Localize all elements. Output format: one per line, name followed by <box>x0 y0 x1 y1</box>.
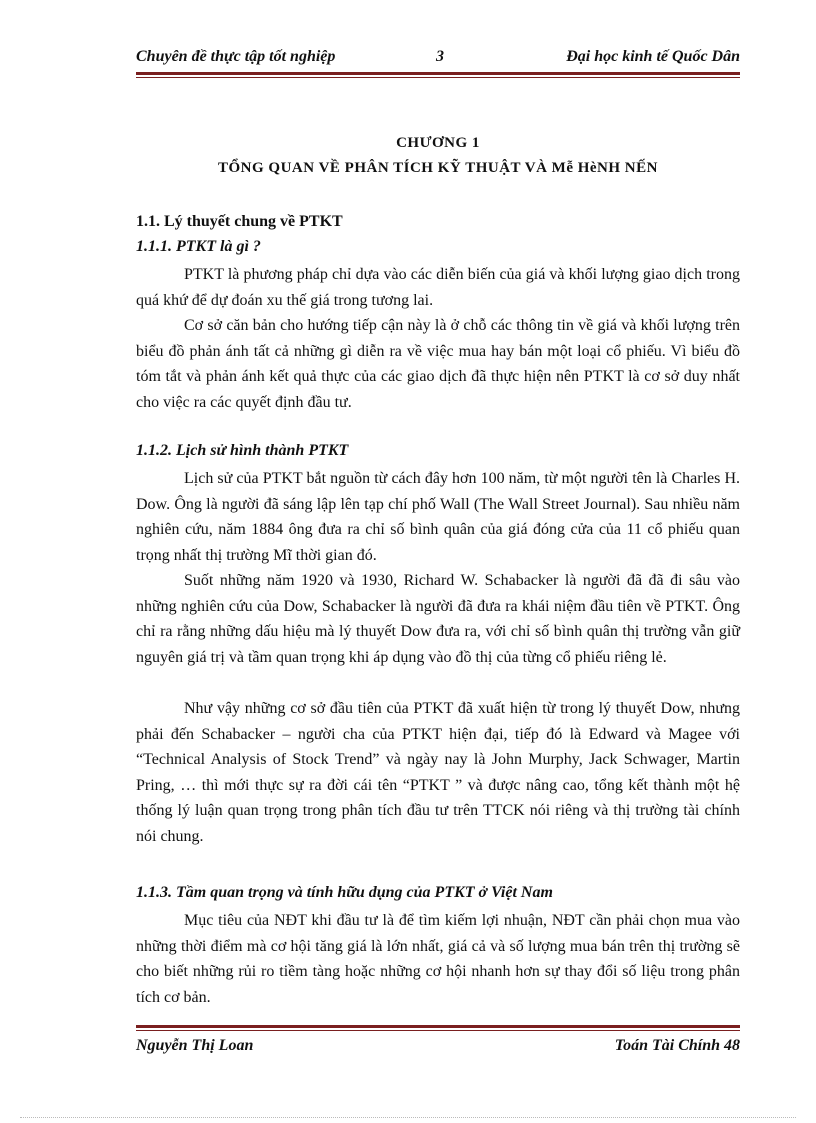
footer-rule-thick <box>136 1025 740 1028</box>
header-thesis-title: Chuyên đề thực tập tốt nghiệp <box>136 48 336 65</box>
footer-author: Nguyễn Thị Loan <box>136 1037 254 1054</box>
page-header <box>136 48 740 70</box>
chapter-number: CHƯƠNG 1 <box>396 135 480 151</box>
paragraph-history-dow: Lịch sử của PTKT bắt nguồn từ cách đây hơn 100 năm, từ một người tên là Charles H. Dow. Ông là người đã sáng lập lên tạp chí phố Wall (The Wall Street Journal). Sau nhiều năm nghiên cứu, năm 1884 ông đưa ra chỉ số bình quân của giá đóng cửa của 11 cổ phiếu quan trọng nhất thị trường Mĩ thời gian đó. <box>136 470 740 564</box>
paragraph-ptkt-definition: PTKT là phương pháp chỉ dựa vào các diễn biến của giá và khối lượng giao dịch trong quá khứ để dự đoán xu thế giá trong tương lai. <box>136 266 740 309</box>
header-page-number: 3 <box>436 48 444 65</box>
section-heading-1-1-2: 1.1.2. Lịch sử hình thành PTKT <box>136 442 349 459</box>
header-rule-thin <box>136 77 740 78</box>
footer-rule-thin <box>136 1030 740 1031</box>
chapter-title: TỔNG QUAN VỀ PHÂN TÍCH KỸ THUẬT VÀ Mễ HèNH NẾN <box>218 160 658 176</box>
header-rule-thick <box>136 72 740 75</box>
footer-class: Toán Tài Chính 48 <box>614 1037 740 1054</box>
section-heading-1-1-3: 1.1.3. Tầm quan trọng và tính hữu dụng của PTKT ở Việt Nam <box>136 884 553 901</box>
page-bottom-dotted-line <box>20 1117 796 1118</box>
paragraph-history-schabacker: Suốt những năm 1920 và 1930, Richard W. Schabacker là người đã đã đi sâu vào những nghiên cứu của Dow, Schabacker là người đã đưa ra khái niệm đầu tiên về PTKT. Ông chỉ ra rằng những dấu hiệu mà lý thuyết Dow đưa ra, với chỉ số bình quân thị trường vẫn giữ nguyên giá trị và tầm quan trọng khi áp dụng vào đồ thị của từng cổ phiếu riêng lẻ. <box>136 572 740 666</box>
paragraph-history-development: Như vậy những cơ sở đầu tiên của PTKT đã xuất hiện từ trong lý thuyết Dow, nhưng phải đến Schabacker – người cha của PTKT hiện đại, tiếp đó là Edward và Magee với “Technical Analysis of Stock Trend” và ngày nay là John Murphy, Jack Schwager, Martin Pring, … thì mới thực sự ra đời cái tên “PTKT ” và được nâng cao, tổng kết thành một hệ thống lý luận quan trọng trong phân tích đầu tư trên TTCK nói riêng và thị trường tài chính nói chung. <box>136 700 740 845</box>
header-university: Đại học kinh tế Quốc Dân <box>566 48 740 65</box>
section-heading-1-1: 1.1. Lý thuyết chung về PTKT <box>136 213 343 230</box>
paragraph-ptkt-basis: Cơ sở căn bản cho hướng tiếp cận này là ở chỗ các thông tin về giá và khối lượng trên biểu đồ phản ánh tất cả những gì diễn ra về việc mua hay bán một loại cổ phiếu. Vì biểu đồ tóm tắt và phản ánh kết quả thực của các giao dịch đã thực hiện nên PTKT là cơ sở duy nhất cho việc ra các quyết định đầu tư. <box>136 317 740 411</box>
section-heading-1-1-1: 1.1.1. PTKT là gì ? <box>136 238 261 255</box>
paragraph-importance: Mục tiêu của NĐT khi đầu tư là để tìm kiếm lợi nhuận, NĐT cần phải chọn mua vào những thời điểm mà cơ hội tăng giá là lớn nhất, giá cả và số lượng mua bán trên thị trường sẽ cho biết những rủi ro tiềm tàng hoặc những cơ hội nhanh hơn sự thay đổi số liệu trong phân tích cơ bản. <box>136 912 740 1006</box>
page-footer <box>136 1037 740 1059</box>
